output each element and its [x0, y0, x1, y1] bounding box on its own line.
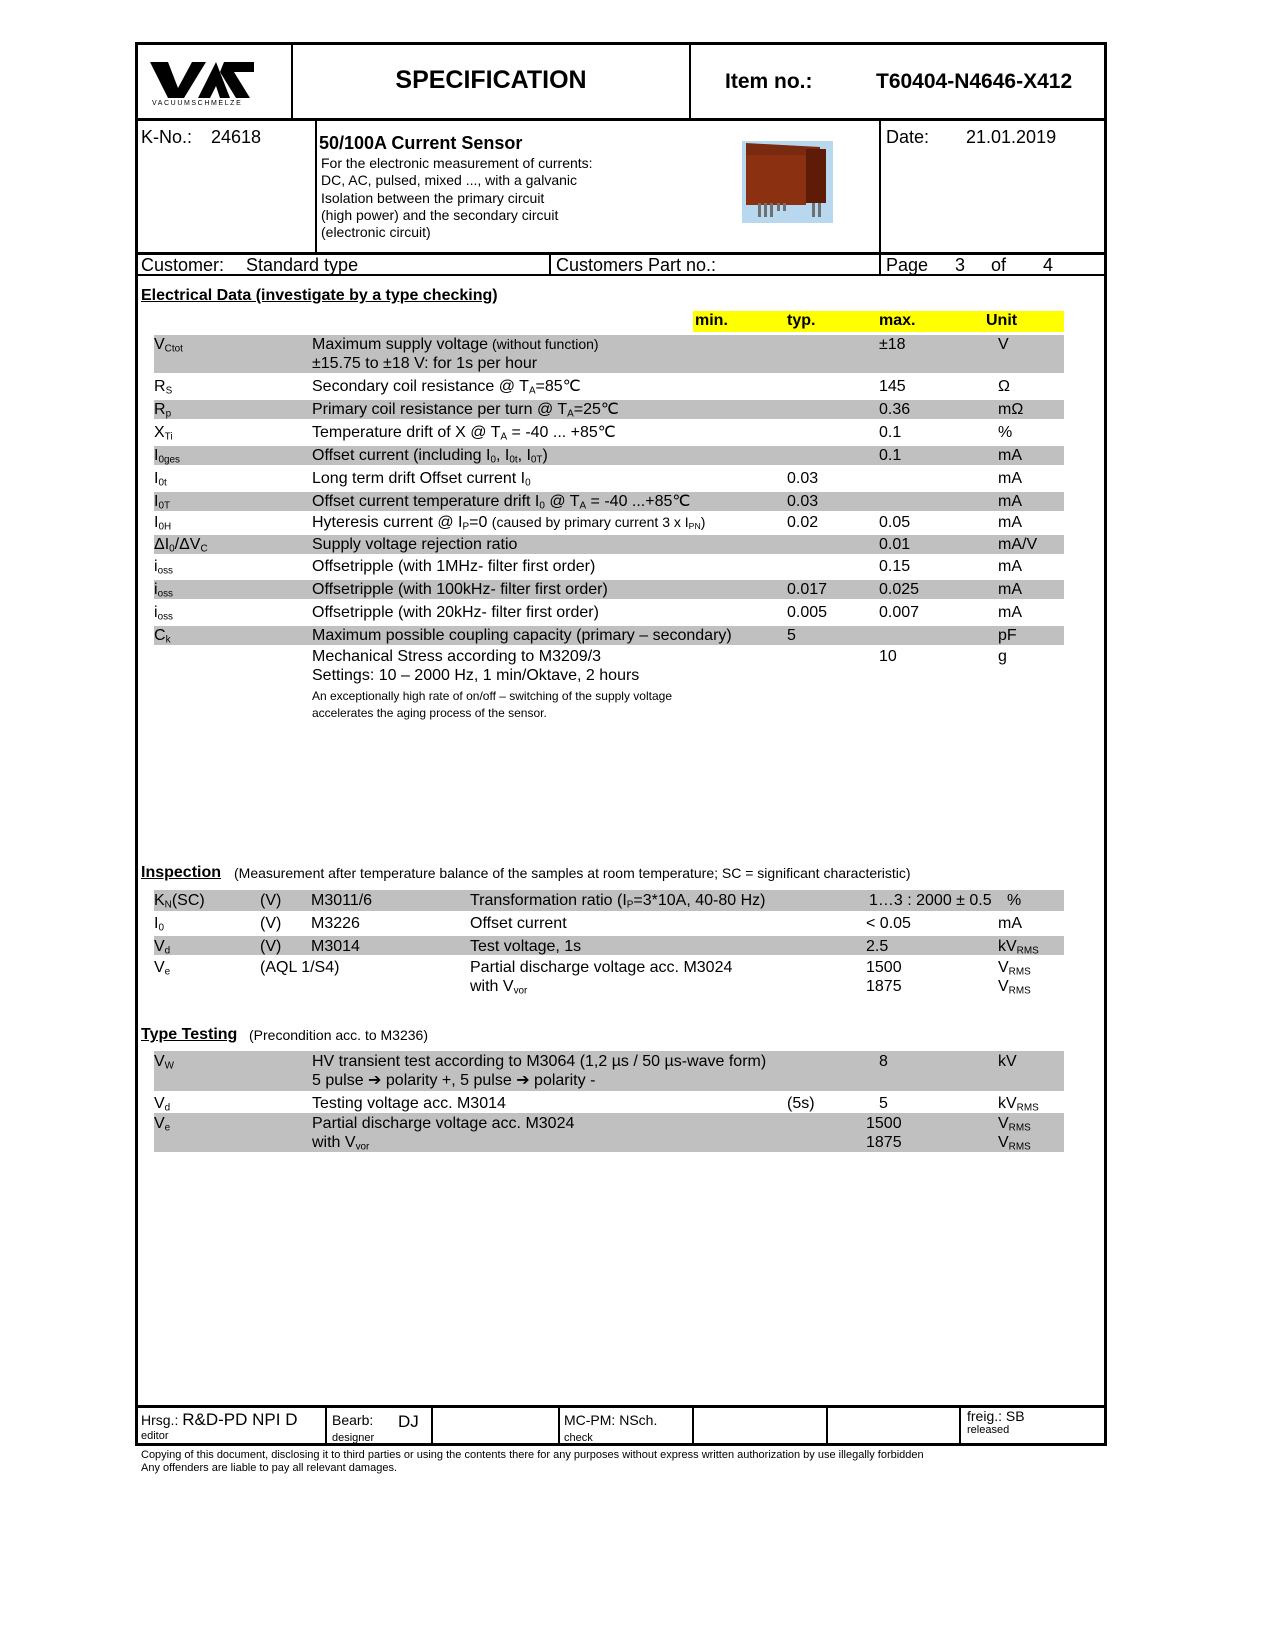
param-description: Long term drift Offset current $I_0$: [312, 470, 531, 489]
type-testing-subtitle: (Precondition acc. to M3236): [249, 1027, 428, 1043]
inspection-value: 1875: [866, 978, 902, 995]
editor-value: R&D-PD NPI D: [182, 1410, 298, 1429]
divider: [135, 118, 1107, 121]
released-caption: released: [967, 1424, 1010, 1436]
param-unit: Ω: [998, 378, 1010, 395]
customer-value: Standard type: [246, 255, 359, 275]
param-unit: mA: [998, 604, 1022, 621]
col-typ: typ.: [787, 312, 816, 329]
param-description-line2: ±15.75 to ±18 V: for 1s per hour: [312, 355, 538, 372]
param-description: Supply voltage rejection ratio: [312, 536, 518, 553]
k-no-value: 24618: [211, 127, 262, 147]
check-caption: check: [564, 1432, 593, 1444]
param-symbol: $i_{oss}$: [154, 581, 173, 600]
inspection-symbol: $V_d$: [154, 938, 171, 957]
param-unit: mA: [998, 581, 1022, 598]
inspection-subtitle: (Measurement after temperature balance of the samples at room temperature; SC = significant characteristic): [234, 865, 911, 881]
inspection-description: Partial discharge voltage acc. M3024: [470, 959, 733, 976]
type-test-condition: (5s): [787, 1095, 815, 1112]
divider: [325, 1406, 327, 1446]
divider: [826, 1406, 828, 1446]
type-test-unit: $kV_{RMS}$: [998, 1095, 1039, 1114]
inspection-value: 1…3 : 2000 ± 0.5: [869, 892, 992, 909]
item-no-label: Item no.:: [725, 70, 813, 93]
param-unit: mA: [998, 447, 1022, 464]
type-test-description: Partial discharge voltage acc. M3024: [312, 1115, 575, 1132]
note-line: An exceptionally high rate of on/off – switching of the supply voltage: [312, 689, 673, 703]
vac-logo: [150, 60, 260, 112]
date-value: 21.01.2019: [966, 127, 1057, 147]
inspection-unit: $V_{RMS}$: [998, 978, 1031, 997]
param-unit: mΩ: [998, 401, 1024, 418]
type-testing-heading: Type Testing: [141, 1026, 238, 1043]
param-max: 0.025: [879, 581, 920, 598]
param-max: ±18: [879, 336, 906, 353]
param-typ: 0.03: [787, 470, 819, 487]
inspection-symbol: $V_e$: [154, 959, 171, 978]
param-symbol: $\Delta I_0/\Delta V_C$: [154, 536, 208, 555]
divider: [549, 254, 551, 275]
document-title: SPECIFICATION: [395, 66, 587, 94]
type-test-symbol: $V_e$: [154, 1115, 171, 1134]
inspection-category: (V): [260, 915, 282, 932]
param-max: 0.007: [879, 604, 920, 621]
param-description: Maximum possible coupling capacity (primary – secondary): [312, 627, 732, 644]
row-shade: [154, 446, 1064, 465]
logo-subtext: VACUUMSCHMELZE: [152, 100, 243, 107]
param-max: 0.15: [879, 558, 911, 575]
type-test-description: HV transient test according to M3064 (1,2 µs / 50 µs-wave form): [312, 1053, 767, 1070]
param-typ: 0.03: [787, 493, 819, 510]
param-description: Offsetripple (with 100kHz- filter first order): [312, 581, 608, 598]
date-label: Date:: [886, 127, 930, 147]
col-min: min.: [695, 312, 728, 329]
param-symbol: $i_{oss}$: [154, 604, 173, 623]
product-body-side: [806, 149, 826, 203]
param-max: 0.36: [879, 401, 911, 418]
param-unit: %: [998, 424, 1013, 441]
row-shade: [154, 335, 1064, 373]
inspection-method: M3014: [311, 938, 360, 955]
type-test-value: 1500: [866, 1115, 902, 1132]
editor-field: [141, 1410, 297, 1430]
note-line: accelerates the aging process of the sensor.: [312, 706, 547, 720]
param-unit: mA: [998, 470, 1022, 487]
description-line: DC, AC, pulsed, mixed ..., with a galvanic: [321, 172, 577, 189]
param-symbol: $C_k$: [154, 627, 171, 646]
product-pin: [764, 203, 767, 217]
inspection-value: < 0.05: [866, 915, 911, 932]
param-description: Temperature drift of X @ $T_A = -40$ ... +85℃: [312, 424, 616, 443]
param-description: Offset current (including $I_0$, $I_{0t}$, $I_{0T}$): [312, 447, 548, 466]
inspection-description: with $V_{vor}$: [470, 978, 528, 997]
col-max: max.: [879, 312, 916, 329]
param-unit: mA: [998, 514, 1022, 531]
product-pin: [818, 203, 821, 217]
inspection-category: (V): [260, 892, 282, 909]
param-description: Offsetripple (with 20kHz- filter first order): [312, 604, 599, 621]
param-symbol: $R_S$: [154, 378, 173, 397]
customer-label: Customer:: [141, 255, 225, 275]
inspection-method: M3226: [311, 915, 360, 932]
designer-value: DJ: [398, 1412, 419, 1431]
param-description: Maximum supply voltage (without function): [312, 336, 599, 353]
param-description: Primary coil resistance per turn @ $T_A=25℃$: [312, 401, 619, 420]
param-symbol: $I_{0H}$: [154, 514, 172, 533]
description-line: (high power) and the secondary circuit: [321, 206, 559, 223]
inspection-heading: Inspection: [141, 864, 222, 881]
param-typ: 0.005: [787, 604, 828, 621]
param-symbol: $I_{0T}$: [154, 493, 171, 512]
check-label: MC-PM: NSch.: [564, 1412, 658, 1428]
type-test-value2: 1875: [866, 1134, 902, 1151]
electrical-heading: Electrical Data (investigate by a type checking): [141, 287, 498, 304]
editor-caption: editor: [141, 1430, 169, 1442]
param-unit: mA/V: [998, 536, 1038, 553]
type-test-description: Testing voltage acc. M3014: [312, 1095, 506, 1112]
disclaimer-line: Copying of this document, disclosing it to third parties or using the contents there for any purposes without express written authorization by use illegally forbidden: [141, 1449, 924, 1461]
product-image: [742, 141, 833, 223]
product-description: [321, 155, 593, 241]
param-unit: g: [998, 648, 1007, 665]
page-current: 3: [955, 255, 966, 275]
row-shade: [154, 535, 1064, 554]
type-test-unit: $V_{RMS}$: [998, 1115, 1031, 1134]
type-test-value: 5: [879, 1095, 888, 1112]
aging-note: [312, 688, 672, 722]
type-test-unit: kV: [998, 1053, 1017, 1070]
disclaimer: [141, 1449, 924, 1475]
inspection-unit: $kV_{RMS}$: [998, 938, 1039, 957]
param-description: Hyteresis current @ $I_P=0$ (caused by primary current 3 x $I_{PN}$): [312, 514, 706, 533]
divider: [959, 1406, 961, 1446]
type-test-description-line2: 5 pulse ➔ polarity +, 5 pulse ➔ polarity -: [312, 1072, 596, 1089]
type-test-symbol: $V_W$: [154, 1053, 175, 1072]
param-typ: 5: [787, 627, 796, 644]
param-symbol: $R_p$: [154, 401, 172, 420]
param-symbol: $V_{Ctot}$: [154, 336, 183, 355]
row-shade: [154, 936, 1064, 955]
customer-part-label: Customers Part no.:: [556, 255, 717, 275]
param-symbol: $X_{Ti}$: [154, 424, 173, 443]
type-test-symbol: $V_d$: [154, 1095, 171, 1114]
divider: [431, 1406, 433, 1446]
inspection-category: (AQL 1/S4): [260, 959, 340, 976]
param-max: 0.01: [879, 536, 911, 553]
param-symbol: $i_{oss}$: [154, 558, 173, 577]
param-description: Offset current temperature drift $I_0$ @ $T_A = -40$ ...+85℃: [312, 493, 691, 512]
product-body-front: [746, 155, 806, 205]
product-title: 50/100A Current Sensor: [319, 133, 523, 153]
product-pin: [812, 203, 815, 217]
inspection-category: (V): [260, 938, 282, 955]
divider: [692, 1406, 694, 1446]
row-shade: [154, 580, 1064, 599]
param-max: 10: [879, 648, 897, 665]
editor-label: Hrsg.:: [141, 1412, 179, 1428]
param-max: 0.1: [879, 424, 902, 441]
page-total: 4: [1043, 255, 1054, 275]
disclaimer-line: Any offenders are liable to pay all relevant damages.: [141, 1462, 398, 1474]
param-symbol: $I_{0ges}$: [154, 447, 180, 466]
divider: [689, 42, 691, 120]
type-test-value: 8: [879, 1053, 888, 1070]
param-max: 0.05: [879, 514, 911, 531]
inspection-description: Transformation ratio ($I_P=3*10A$, 40-80 Hz): [470, 892, 766, 911]
param-description: Secondary coil resistance @ $T_A=85℃$: [312, 378, 581, 397]
product-pin: [783, 203, 786, 211]
param-unit: V: [998, 336, 1009, 353]
product-pin: [758, 203, 761, 217]
param-max: 145: [879, 378, 906, 395]
description-line: For the electronic measurement of currents:: [321, 155, 593, 171]
inspection-unit: %: [1007, 892, 1022, 909]
inspection-value: 1500: [866, 959, 902, 976]
row-shade: [154, 1113, 1064, 1152]
param-description: Mechanical Stress according to M3209/3: [312, 648, 602, 665]
param-unit: mA: [998, 558, 1022, 575]
inspection-value: 2.5: [866, 938, 889, 955]
type-test-unit2: $V_{RMS}$: [998, 1134, 1031, 1153]
item-no-value: T60404-N4646-X412: [876, 70, 1073, 93]
divider: [135, 1405, 1107, 1408]
description-line: Isolation between the primary circuit: [321, 189, 545, 206]
param-symbol: $I_{0t}$: [154, 470, 167, 489]
released-label: freig.: SB: [967, 1408, 1025, 1424]
param-unit: mA: [998, 493, 1022, 510]
designer-caption: designer: [332, 1432, 375, 1444]
type-test-description-line2: with $V_{vor}$: [312, 1134, 370, 1153]
inspection-unit: $V_{RMS}$: [998, 959, 1031, 978]
mech-settings: Settings: 10 – 2000 Hz, 1 min/Oktave, 2 hours: [312, 667, 640, 684]
inspection-symbol: $K_N(SC)$: [154, 892, 205, 911]
param-max: 0.1: [879, 447, 902, 464]
divider: [558, 1406, 560, 1446]
product-pin: [770, 203, 773, 217]
page-label: Page: [886, 255, 929, 275]
param-unit: pF: [998, 627, 1017, 644]
param-typ: 0.02: [787, 514, 819, 531]
inspection-symbol: $I_0$: [154, 915, 164, 934]
vac-logo-icon: [150, 60, 254, 98]
inspection-description: Test voltage, 1s: [470, 938, 582, 955]
col-unit: Unit: [986, 312, 1018, 329]
k-no-label: K-No.:: [141, 127, 193, 147]
divider: [315, 120, 317, 254]
inspection-method: M3011/6: [311, 892, 373, 909]
param-description: Offsetripple (with 1MHz- filter first order): [312, 558, 596, 575]
param-typ: 0.017: [787, 581, 828, 598]
designer-label: Bearb:: [332, 1412, 374, 1428]
inspection-unit: mA: [998, 915, 1022, 932]
inspection-description: Offset current: [470, 915, 567, 932]
product-pin: [777, 203, 780, 211]
page-of: of: [991, 255, 1007, 275]
description-line: (electronic circuit): [321, 224, 431, 241]
